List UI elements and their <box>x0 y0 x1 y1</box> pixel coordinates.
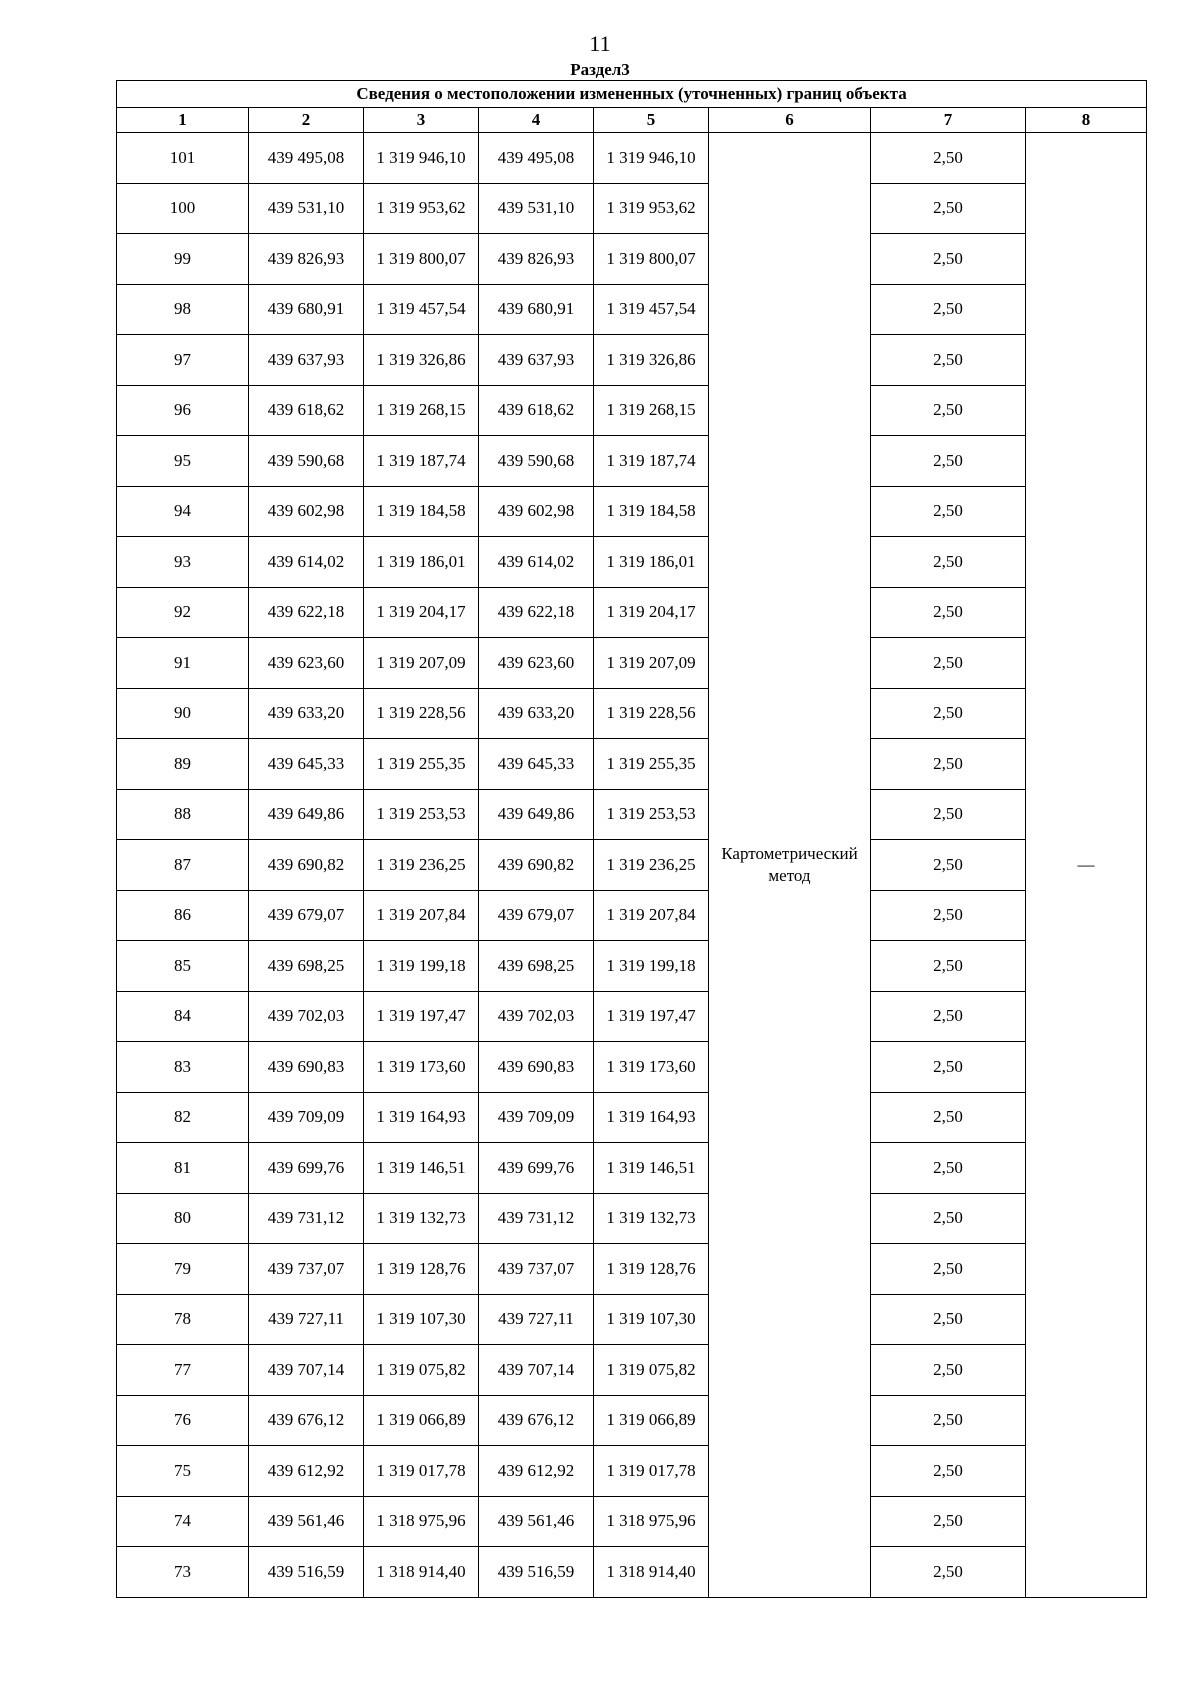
table-row <box>117 183 1147 234</box>
old-x-cell: 439 737,07 <box>249 1244 364 1295</box>
new-y-cell: 1 319 173,60 <box>594 1042 709 1093</box>
new-y-cell: 1 319 184,58 <box>594 486 709 537</box>
new-y-cell: 1 318 914,40 <box>594 1547 709 1598</box>
new-x-cell: 439 516,59 <box>479 1547 594 1598</box>
table-caption-row <box>117 81 1147 108</box>
old-x-cell: 439 731,12 <box>249 1193 364 1244</box>
old-x-cell: 439 649,86 <box>249 789 364 840</box>
new-y-cell: 1 319 146,51 <box>594 1143 709 1194</box>
column-header: 7 <box>871 108 1026 133</box>
new-x-cell: 439 702,03 <box>479 991 594 1042</box>
table-row <box>117 688 1147 739</box>
new-y-cell: 1 319 228,56 <box>594 688 709 739</box>
new-y-cell: 1 319 800,07 <box>594 234 709 285</box>
new-y-cell: 1 319 207,09 <box>594 638 709 689</box>
new-x-cell: 439 645,33 <box>479 739 594 790</box>
old-y-cell: 1 319 207,84 <box>364 890 479 941</box>
column-header: 4 <box>479 108 594 133</box>
accuracy-cell: 2,50 <box>871 385 1026 436</box>
point-number-cell: 85 <box>117 941 249 992</box>
accuracy-cell: 2,50 <box>871 537 1026 588</box>
new-x-cell: 439 731,12 <box>479 1193 594 1244</box>
accuracy-cell: 2,50 <box>871 941 1026 992</box>
new-x-cell: 439 737,07 <box>479 1244 594 1295</box>
old-y-cell: 1 319 197,47 <box>364 991 479 1042</box>
old-y-cell: 1 319 236,25 <box>364 840 479 891</box>
accuracy-cell: 2,50 <box>871 1042 1026 1093</box>
old-x-cell: 439 622,18 <box>249 587 364 638</box>
accuracy-cell: 2,50 <box>871 284 1026 335</box>
new-y-cell: 1 319 204,17 <box>594 587 709 638</box>
old-y-cell: 1 319 146,51 <box>364 1143 479 1194</box>
point-number-cell: 92 <box>117 587 249 638</box>
point-number-cell: 100 <box>117 183 249 234</box>
point-number-cell: 82 <box>117 1092 249 1143</box>
accuracy-cell: 2,50 <box>871 1496 1026 1547</box>
table-row <box>117 587 1147 638</box>
new-x-cell: 439 623,60 <box>479 638 594 689</box>
new-y-cell: 1 319 075,82 <box>594 1345 709 1396</box>
new-y-cell: 1 319 207,84 <box>594 890 709 941</box>
old-y-cell: 1 319 326,86 <box>364 335 479 386</box>
old-y-cell: 1 319 017,78 <box>364 1446 479 1497</box>
point-number-cell: 93 <box>117 537 249 588</box>
table-header-row <box>117 108 1147 133</box>
new-y-cell: 1 319 457,54 <box>594 284 709 335</box>
accuracy-cell: 2,50 <box>871 1294 1026 1345</box>
new-x-cell: 439 495,08 <box>479 133 594 184</box>
table-row <box>117 638 1147 689</box>
section-title: Раздел3 <box>570 60 630 79</box>
table-row <box>117 1244 1147 1295</box>
old-y-cell: 1 319 953,62 <box>364 183 479 234</box>
column-header: 6 <box>709 108 871 133</box>
old-y-cell: 1 319 457,54 <box>364 284 479 335</box>
new-x-cell: 439 709,09 <box>479 1092 594 1143</box>
table-row <box>117 234 1147 285</box>
old-y-cell: 1 319 173,60 <box>364 1042 479 1093</box>
old-x-cell: 439 727,11 <box>249 1294 364 1345</box>
accuracy-cell: 2,50 <box>871 1193 1026 1244</box>
old-y-cell: 1 319 107,30 <box>364 1294 479 1345</box>
old-y-cell: 1 319 255,35 <box>364 739 479 790</box>
accuracy-cell: 2,50 <box>871 587 1026 638</box>
old-y-cell: 1 319 164,93 <box>364 1092 479 1143</box>
accuracy-cell: 2,50 <box>871 1244 1026 1295</box>
point-number-cell: 97 <box>117 335 249 386</box>
table-row <box>117 789 1147 840</box>
table-row <box>117 1092 1147 1143</box>
column-header: 5 <box>594 108 709 133</box>
table-row <box>117 1446 1147 1497</box>
old-x-cell: 439 707,14 <box>249 1345 364 1396</box>
old-x-cell: 439 561,46 <box>249 1496 364 1547</box>
new-y-cell: 1 319 187,74 <box>594 436 709 487</box>
new-x-cell: 439 590,68 <box>479 436 594 487</box>
old-x-cell: 439 645,33 <box>249 739 364 790</box>
accuracy-cell: 2,50 <box>871 789 1026 840</box>
accuracy-cell: 2,50 <box>871 1446 1026 1497</box>
point-number-cell: 96 <box>117 385 249 436</box>
accuracy-cell: 2,50 <box>871 1345 1026 1396</box>
old-x-cell: 439 826,93 <box>249 234 364 285</box>
point-number-cell: 99 <box>117 234 249 285</box>
new-y-cell: 1 319 255,35 <box>594 739 709 790</box>
old-y-cell: 1 318 975,96 <box>364 1496 479 1547</box>
page-number: 11 <box>589 31 611 56</box>
new-x-cell: 439 622,18 <box>479 587 594 638</box>
table-caption: Сведения о местоположении измененных (уточненных) границ объекта <box>117 81 1147 108</box>
column-header: 2 <box>249 108 364 133</box>
point-number-cell: 95 <box>117 436 249 487</box>
old-x-cell: 439 690,83 <box>249 1042 364 1093</box>
old-x-cell: 439 699,76 <box>249 1143 364 1194</box>
old-x-cell: 439 612,92 <box>249 1446 364 1497</box>
point-number-cell: 91 <box>117 638 249 689</box>
old-y-cell: 1 319 186,01 <box>364 537 479 588</box>
new-y-cell: 1 319 326,86 <box>594 335 709 386</box>
new-y-cell: 1 319 199,18 <box>594 941 709 992</box>
old-x-cell: 439 531,10 <box>249 183 364 234</box>
point-number-cell: 76 <box>117 1395 249 1446</box>
point-number-cell: 81 <box>117 1143 249 1194</box>
old-x-cell: 439 698,25 <box>249 941 364 992</box>
accuracy-cell: 2,50 <box>871 688 1026 739</box>
table-row <box>117 385 1147 436</box>
point-number-cell: 87 <box>117 840 249 891</box>
table-row <box>117 486 1147 537</box>
old-y-cell: 1 319 128,76 <box>364 1244 479 1295</box>
table-row <box>117 1395 1147 1446</box>
old-x-cell: 439 590,68 <box>249 436 364 487</box>
new-y-cell: 1 319 164,93 <box>594 1092 709 1143</box>
old-x-cell: 439 495,08 <box>249 133 364 184</box>
new-y-cell: 1 319 132,73 <box>594 1193 709 1244</box>
new-x-cell: 439 698,25 <box>479 941 594 992</box>
table-row <box>117 1547 1147 1598</box>
table-row <box>117 1294 1147 1345</box>
accuracy-cell: 2,50 <box>871 1547 1026 1598</box>
old-x-cell: 439 702,03 <box>249 991 364 1042</box>
old-x-cell: 439 516,59 <box>249 1547 364 1598</box>
new-x-cell: 439 649,86 <box>479 789 594 840</box>
accuracy-cell: 2,50 <box>871 1143 1026 1194</box>
accuracy-cell: 2,50 <box>871 486 1026 537</box>
point-number-cell: 101 <box>117 133 249 184</box>
point-number-cell: 89 <box>117 739 249 790</box>
accuracy-cell: 2,50 <box>871 183 1026 234</box>
old-y-cell: 1 318 914,40 <box>364 1547 479 1598</box>
new-y-cell: 1 319 066,89 <box>594 1395 709 1446</box>
new-y-cell: 1 319 017,78 <box>594 1446 709 1497</box>
new-x-cell: 439 699,76 <box>479 1143 594 1194</box>
accuracy-cell: 2,50 <box>871 991 1026 1042</box>
old-y-cell: 1 319 184,58 <box>364 486 479 537</box>
method-cell: Картометрический метод <box>709 133 871 1598</box>
new-x-cell: 439 680,91 <box>479 284 594 335</box>
table-row <box>117 1143 1147 1194</box>
old-x-cell: 439 690,82 <box>249 840 364 891</box>
point-number-cell: 94 <box>117 486 249 537</box>
new-y-cell: 1 319 953,62 <box>594 183 709 234</box>
table-row <box>117 436 1147 487</box>
new-x-cell: 439 676,12 <box>479 1395 594 1446</box>
table-row <box>117 1193 1147 1244</box>
new-x-cell: 439 612,92 <box>479 1446 594 1497</box>
old-y-cell: 1 319 228,56 <box>364 688 479 739</box>
old-y-cell: 1 319 187,74 <box>364 436 479 487</box>
table-body <box>117 133 1147 1598</box>
new-y-cell: 1 319 236,25 <box>594 840 709 891</box>
accuracy-cell: 2,50 <box>871 133 1026 184</box>
old-y-cell: 1 319 253,53 <box>364 789 479 840</box>
column-header: 8 <box>1026 108 1147 133</box>
point-number-cell: 80 <box>117 1193 249 1244</box>
old-y-cell: 1 319 075,82 <box>364 1345 479 1396</box>
old-y-cell: 1 319 204,17 <box>364 587 479 638</box>
accuracy-cell: 2,50 <box>871 840 1026 891</box>
point-number-cell: 83 <box>117 1042 249 1093</box>
point-number-cell: 90 <box>117 688 249 739</box>
old-x-cell: 439 680,91 <box>249 284 364 335</box>
new-y-cell: 1 319 107,30 <box>594 1294 709 1345</box>
accuracy-cell: 2,50 <box>871 739 1026 790</box>
accuracy-cell: 2,50 <box>871 436 1026 487</box>
accuracy-cell: 2,50 <box>871 890 1026 941</box>
table-row <box>117 1496 1147 1547</box>
new-x-cell: 439 531,10 <box>479 183 594 234</box>
point-number-cell: 98 <box>117 284 249 335</box>
old-x-cell: 439 637,93 <box>249 335 364 386</box>
old-y-cell: 1 319 207,09 <box>364 638 479 689</box>
table-row <box>117 133 1147 184</box>
point-number-cell: 86 <box>117 890 249 941</box>
new-x-cell: 439 707,14 <box>479 1345 594 1396</box>
old-x-cell: 439 676,12 <box>249 1395 364 1446</box>
old-x-cell: 439 709,09 <box>249 1092 364 1143</box>
new-x-cell: 439 561,46 <box>479 1496 594 1547</box>
point-number-cell: 78 <box>117 1294 249 1345</box>
old-y-cell: 1 319 199,18 <box>364 941 479 992</box>
new-x-cell: 439 633,20 <box>479 688 594 739</box>
point-number-cell: 84 <box>117 991 249 1042</box>
new-x-cell: 439 614,02 <box>479 537 594 588</box>
new-y-cell: 1 319 946,10 <box>594 133 709 184</box>
new-x-cell: 439 690,82 <box>479 840 594 891</box>
old-x-cell: 439 679,07 <box>249 890 364 941</box>
old-y-cell: 1 319 800,07 <box>364 234 479 285</box>
point-number-cell: 74 <box>117 1496 249 1547</box>
point-number-cell: 77 <box>117 1345 249 1396</box>
old-x-cell: 439 602,98 <box>249 486 364 537</box>
new-x-cell: 439 679,07 <box>479 890 594 941</box>
new-x-cell: 439 727,11 <box>479 1294 594 1345</box>
old-y-cell: 1 319 066,89 <box>364 1395 479 1446</box>
table-row <box>117 840 1147 891</box>
coordinates-table <box>116 80 1147 1598</box>
point-number-cell: 79 <box>117 1244 249 1295</box>
accuracy-cell: 2,50 <box>871 638 1026 689</box>
table-row <box>117 739 1147 790</box>
table-row <box>117 941 1147 992</box>
table-row <box>117 284 1147 335</box>
accuracy-cell: 2,50 <box>871 234 1026 285</box>
new-y-cell: 1 318 975,96 <box>594 1496 709 1547</box>
table-row <box>117 1042 1147 1093</box>
new-x-cell: 439 602,98 <box>479 486 594 537</box>
new-y-cell: 1 319 268,15 <box>594 385 709 436</box>
old-x-cell: 439 618,62 <box>249 385 364 436</box>
new-y-cell: 1 319 128,76 <box>594 1244 709 1295</box>
old-x-cell: 439 623,60 <box>249 638 364 689</box>
table-row <box>117 335 1147 386</box>
note-cell: — <box>1026 133 1147 1598</box>
accuracy-cell: 2,50 <box>871 1395 1026 1446</box>
table-row <box>117 537 1147 588</box>
old-y-cell: 1 319 132,73 <box>364 1193 479 1244</box>
table-row <box>117 890 1147 941</box>
new-x-cell: 439 826,93 <box>479 234 594 285</box>
accuracy-cell: 2,50 <box>871 1092 1026 1143</box>
column-header: 1 <box>117 108 249 133</box>
new-x-cell: 439 690,83 <box>479 1042 594 1093</box>
new-x-cell: 439 637,93 <box>479 335 594 386</box>
table-row <box>117 991 1147 1042</box>
new-y-cell: 1 319 197,47 <box>594 991 709 1042</box>
table-row <box>117 1345 1147 1396</box>
accuracy-cell: 2,50 <box>871 335 1026 386</box>
point-number-cell: 73 <box>117 1547 249 1598</box>
point-number-cell: 88 <box>117 789 249 840</box>
new-y-cell: 1 319 253,53 <box>594 789 709 840</box>
point-number-cell: 75 <box>117 1446 249 1497</box>
old-y-cell: 1 319 268,15 <box>364 385 479 436</box>
new-y-cell: 1 319 186,01 <box>594 537 709 588</box>
old-x-cell: 439 633,20 <box>249 688 364 739</box>
old-x-cell: 439 614,02 <box>249 537 364 588</box>
column-header: 3 <box>364 108 479 133</box>
old-y-cell: 1 319 946,10 <box>364 133 479 184</box>
new-x-cell: 439 618,62 <box>479 385 594 436</box>
